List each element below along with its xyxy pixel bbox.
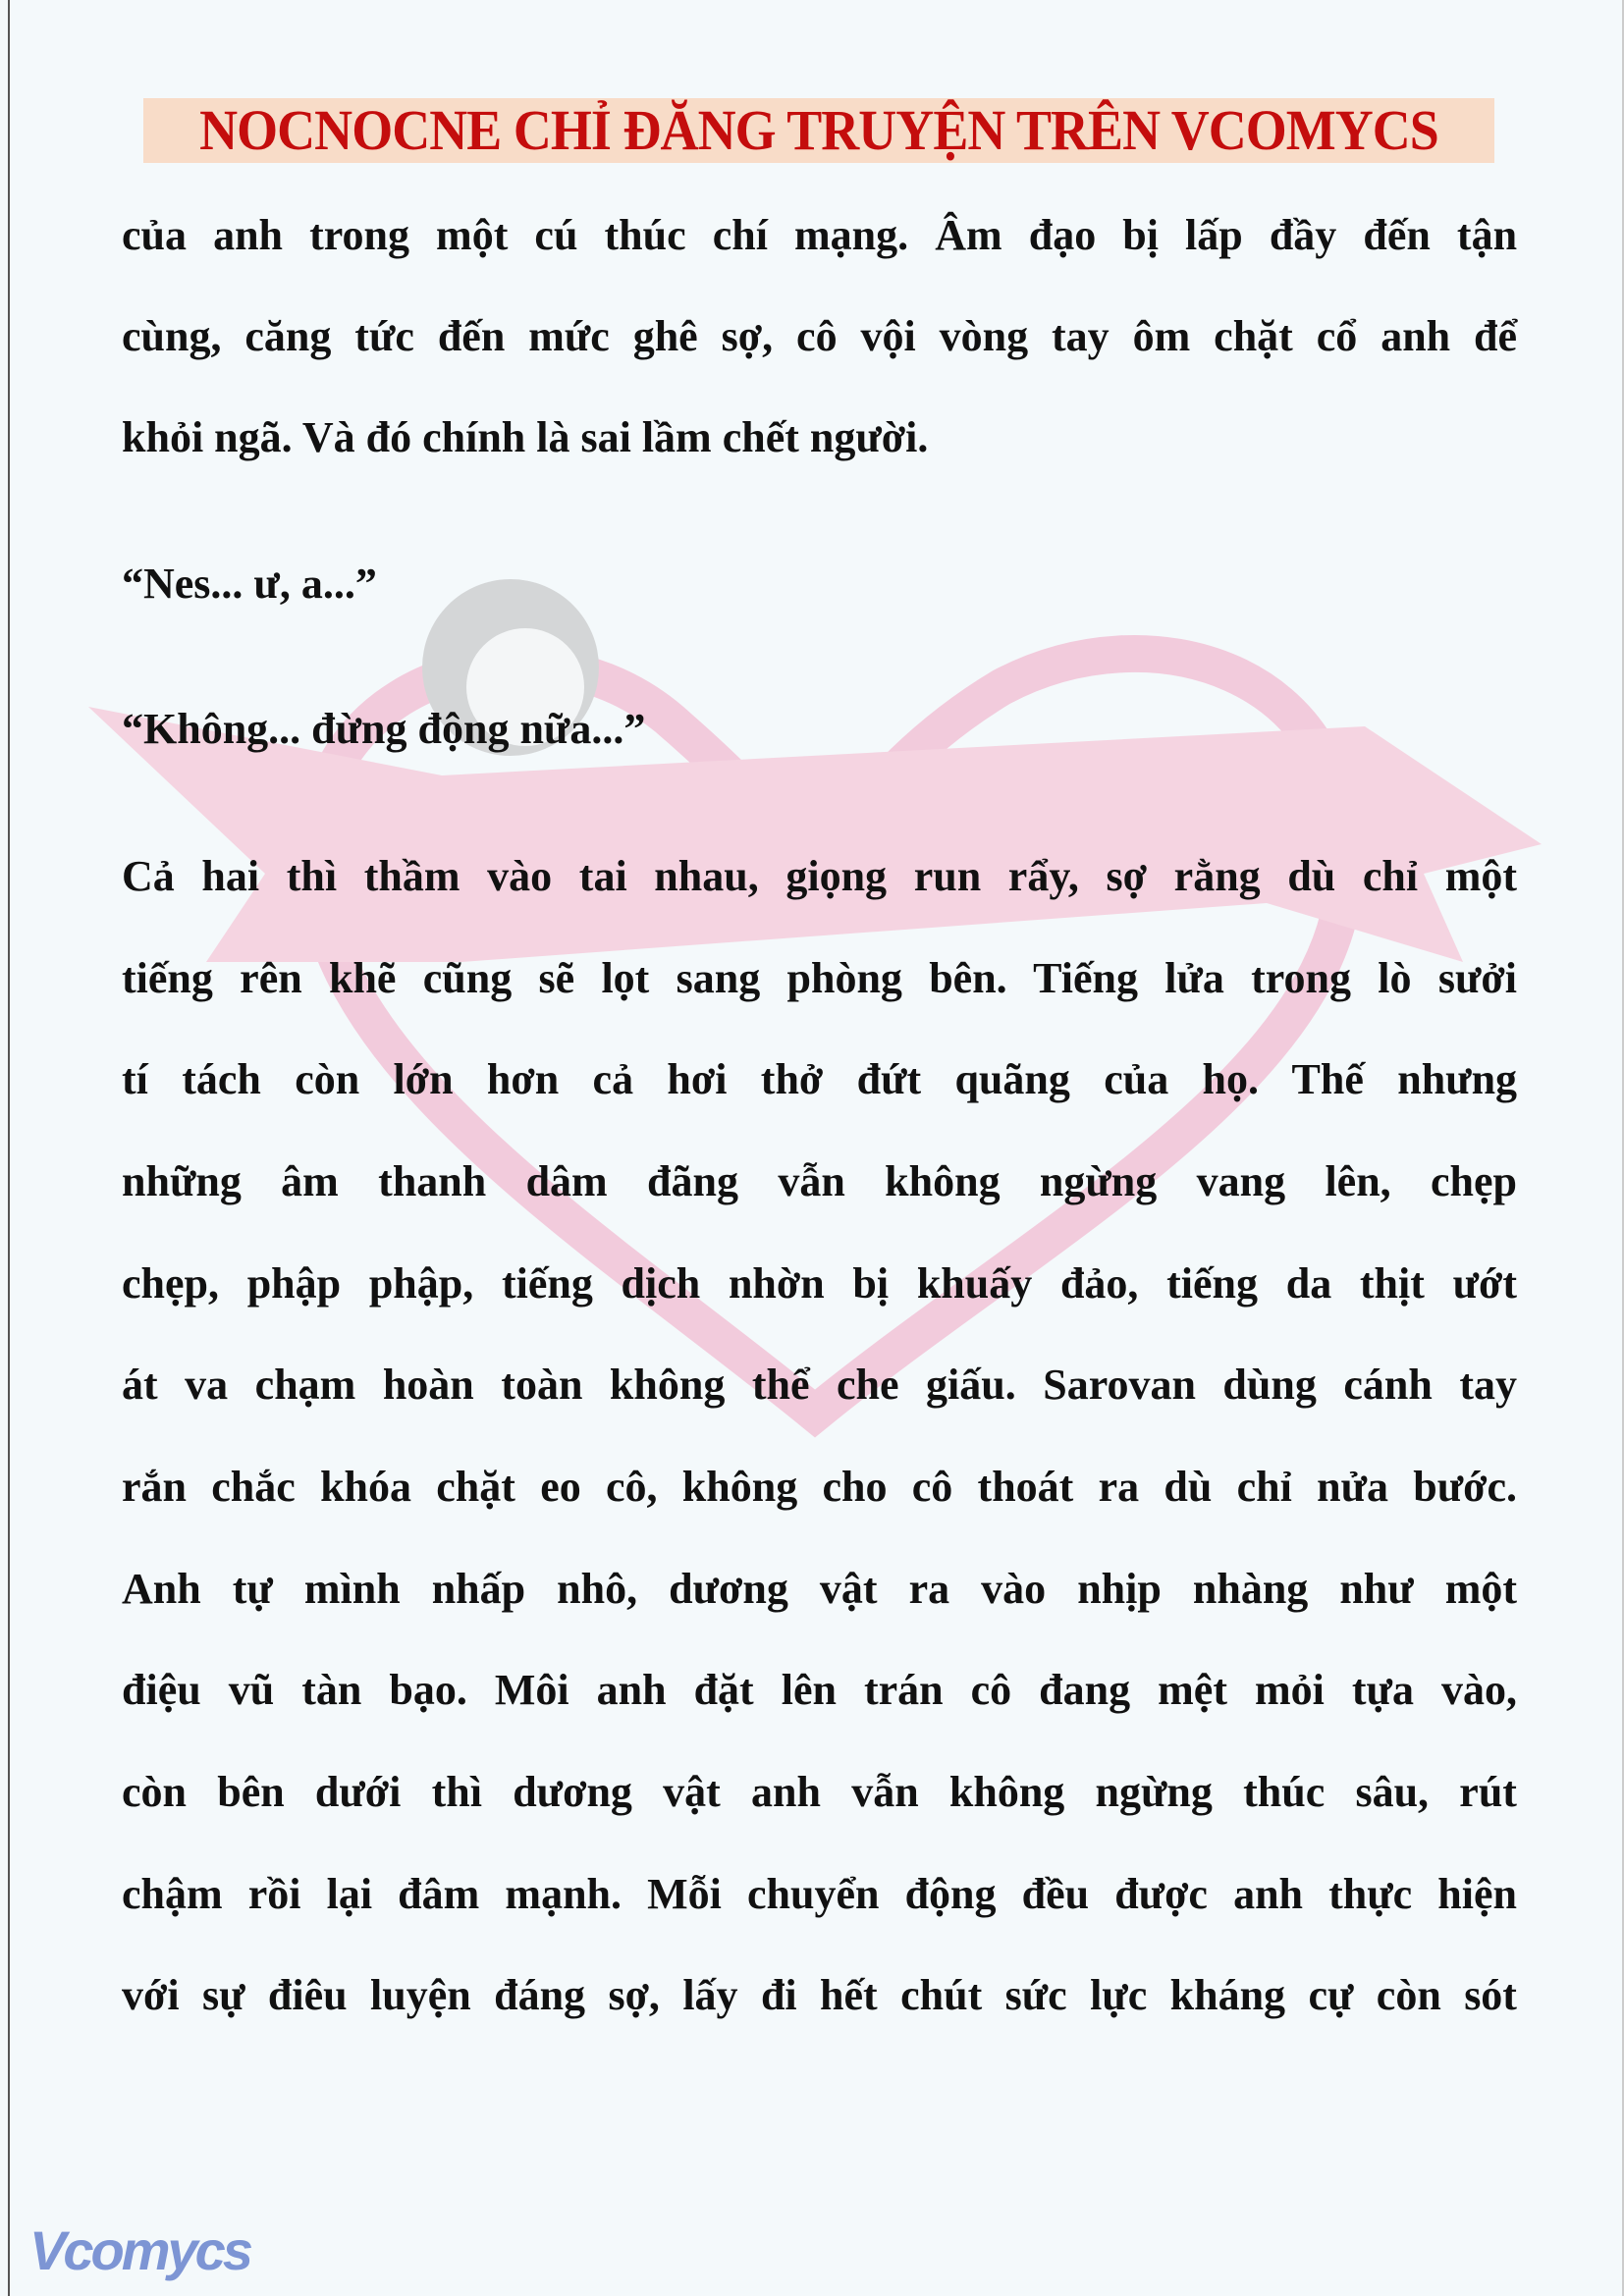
text-line-content: tí tách còn lớn hơn cả hơi thở đứt quãng của họ. Thế nhưng [122, 1055, 1518, 1103]
text-line [122, 1564, 1517, 1615]
text-line [122, 953, 1517, 1004]
text-line-content: Cả hai thì thầm vào tai nhau, giọng run rẩy, sợ rằng dù chỉ một [122, 852, 1518, 900]
text-line-content: cùng, căng tức đến mức ghê sợ, cô vội vòng tay ôm chặt cổ anh để [122, 312, 1518, 360]
text-line [122, 210, 1517, 261]
dialogue-line-content: “Không... đừng động nữa...” [122, 705, 646, 753]
text-line [122, 1462, 1517, 1513]
text-line [122, 1054, 1517, 1105]
text-line-content: Anh tự mình nhấp nhô, dương vật ra vào nhịp nhàng như một [122, 1565, 1518, 1613]
text-line-content: át va chạm hoàn toàn không thể che giấu. Sarovan dùng cánh tay [122, 1361, 1517, 1409]
dialogue-line [122, 704, 1517, 755]
text-line [122, 1156, 1517, 1207]
text-line [122, 851, 1517, 902]
text-line-content: điệu vũ tàn bạo. Môi anh đặt lên trán cô đang mệt mỏi tựa vào, [122, 1666, 1517, 1714]
text-line-content: của anh trong một cú thúc chí mạng. Âm đạo bị lấp đầy đến tận [122, 211, 1518, 259]
dialogue-line-content: “Nes... ư, a...” [122, 560, 377, 608]
page-header-banner [143, 98, 1494, 163]
text-line-content: tiếng rên khẽ cũng sẽ lọt sang phòng bên. Tiếng lửa trong lò sưởi [122, 954, 1517, 1002]
text-line-content: rắn chắc khóa chặt eo cô, không cho cô thoát ra dù chỉ nửa bước. [122, 1463, 1518, 1511]
text-line-content: chậm rồi lại đâm mạnh. Mỗi chuyển động đều được anh thực hiện [122, 1870, 1517, 1918]
header-title: NOCNOCNE CHỈ ĐĂNG TRUYỆN TRÊN VCOMYCS [199, 98, 1438, 162]
text-line-content: những âm thanh dâm đãng vẫn không ngừng vang lên, chẹp [122, 1157, 1518, 1205]
text-line [122, 311, 1517, 362]
text-line [122, 412, 1517, 463]
text-line [122, 1258, 1517, 1309]
text-line [122, 1665, 1517, 1716]
text-line [122, 1869, 1517, 1920]
text-line [122, 1360, 1517, 1411]
vcomycs-logo: Vcomycs [29, 2219, 250, 2281]
dialogue-line [122, 559, 1517, 610]
text-line-content: còn bên dưới thì dương vật anh vẫn không ngừng thúc sâu, rút [122, 1768, 1517, 1816]
text-line-content: chẹp, phập phập, tiếng dịch nhờn bị khuấy đảo, tiếng da thịt ướt [122, 1259, 1518, 1308]
text-line [122, 1970, 1517, 2021]
text-line [122, 1767, 1517, 1818]
text-line-content: với sự điêu luyện đáng sợ, lấy đi hết chút sức lực kháng cự còn sót [122, 1971, 1517, 2019]
text-line-content: khỏi ngã. Và đó chính là sai lầm chết người. [122, 413, 929, 461]
page-border [8, 0, 10, 2296]
